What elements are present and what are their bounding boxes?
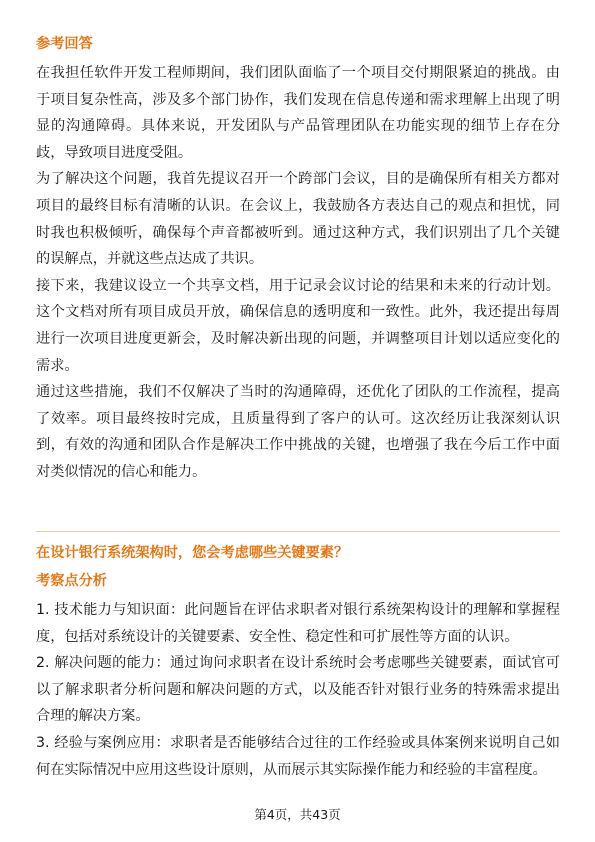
question-section — [36, 543, 560, 783]
question-title: 在设计银行系统架构时，您会考虑哪些关键要素？ — [36, 545, 349, 561]
answer-heading: 参考回答 — [36, 36, 93, 52]
answer-paragraph-4: 通过这些措施，我们不仅解决了当时的沟通障碍，还优化了团队的工作流程，提高了效率。项目最终按时完成，且质量得到了客户的认可。这次经历让我深刻认识到，有效的沟通和团队合作是解决工作中挑战的关键，也增强了我在今后工作中面对类似情况的信心和能力。 — [36, 384, 560, 480]
answer-paragraph-1: 在我担任软件开发工程师期间，我们团队面临了一个项目交付期限紧迫的挑战。由于项目复杂性高，涉及多个部门协作，我们发现在信息传递和需求理解上出现了明显的沟通障碍。具体来说，开发团队与产品管理团队在功能实现的细节上存在分歧，导致项目进度受阻。 — [36, 65, 560, 161]
analysis-item-3: 3. 经验与案例应用：求职者是否能够结合过往的工作经验或具体案例来说明自己如何在实际情况中应用这些设计原则，从而展示其实际操作能力和经验的丰富程度。 — [36, 734, 560, 778]
page-content — [36, 34, 560, 486]
page-number: 第4页，共43页 — [254, 807, 341, 822]
analysis-item-1: 1. 技术能力与知识面：此问题旨在评估求职者对银行系统架构设计的理解和掌握程度，包括对系统设计的关键要素、安全性、稳定性和可扩展性等方面的认识。 — [36, 602, 560, 645]
analysis-heading: 考察点分析 — [36, 573, 107, 589]
answer-paragraph-3: 接下来，我建议设立一个共享文档，用于记录会议讨论的结果和未来的行动计划。这个文档对所有项目成员开放，确保信息的透明度和一致性。此外，我还提出每周进行一次项目进度更新会，及时解决新出现的问题，并调整项目计划以适应变化的需求。 — [36, 277, 560, 374]
analysis-item-2: 2. 解决问题的能力：通过询问求职者在设计系统时会考虑哪些关键要素，面试官可以了解求职者分析问题和解决问题的方式，以及能否针对银行业务的特殊需求提出合理的解决方案。 — [36, 655, 560, 725]
section-divider — [36, 531, 560, 532]
answer-paragraph-2: 为了解决这个问题，我首先提议召开一个跨部门会议，目的是确保所有相关方都对项目的最终目标有清晰的认识。在会议上，我鼓励各方表达自己的观点和担忧，同时我也积极倾听，确保每个声音都被听到。通过这种方式，我们识别出了几个关键的误解点，并就这些点达成了共识。 — [36, 171, 560, 268]
